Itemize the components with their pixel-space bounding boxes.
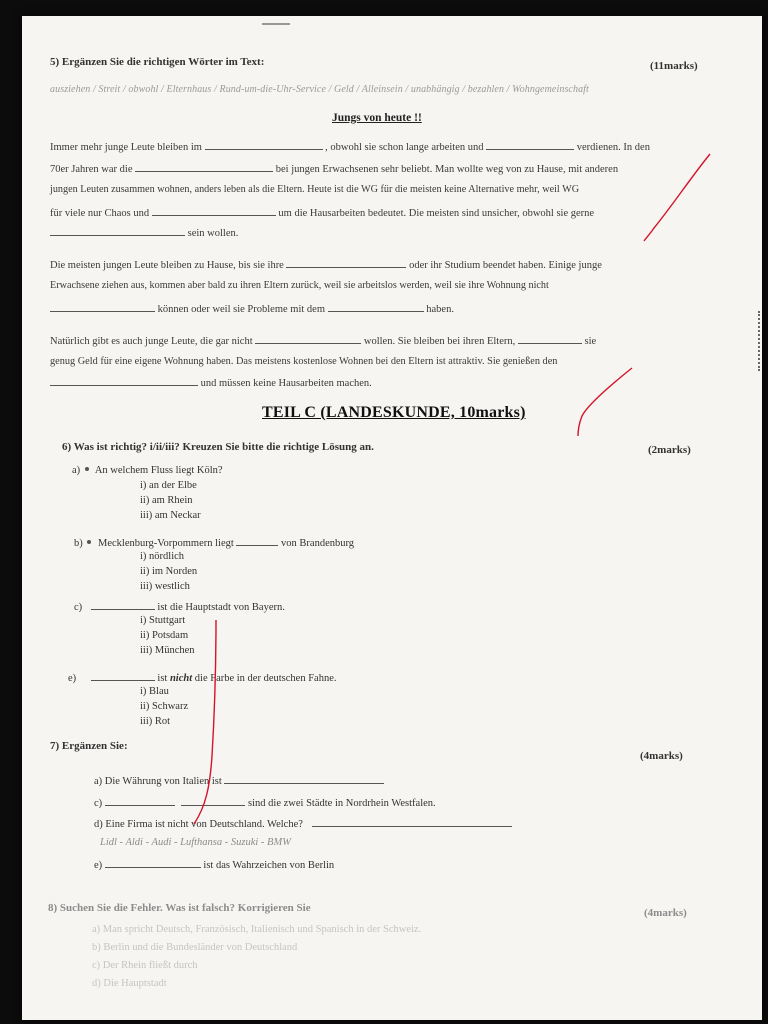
- faded-line: b) Berlin und die Bundesländer von Deutschland: [92, 942, 298, 953]
- section-7-marks: (4marks): [640, 750, 683, 762]
- fill-blank[interactable]: [50, 302, 155, 312]
- question-c: c) ist die Hauptstadt von Bayern.: [74, 602, 285, 613]
- fill-item-e: e) ist das Wahrzeichen von Berlin: [94, 860, 335, 871]
- fill-blank[interactable]: [91, 600, 155, 610]
- option[interactable]: ii) Potsdam: [140, 630, 189, 641]
- paragraph-line: jungen Leuten zusammen wohnen, anders leben als die Eltern. Heute ist die WG für die meisten keine Alternative mehr, weil WG: [50, 184, 580, 195]
- hint-line: Lidl - Aldi - Audi - Lufthansa - Suzuki - BMW: [100, 837, 291, 848]
- fill-blank[interactable]: [224, 774, 384, 784]
- fill-blank[interactable]: [105, 796, 175, 806]
- red-ink-stroke: [644, 154, 710, 241]
- bullet-icon: [87, 540, 91, 544]
- option[interactable]: i) Blau: [140, 686, 169, 697]
- fill-blank[interactable]: [255, 334, 361, 344]
- option[interactable]: iii) Rot: [140, 716, 171, 727]
- section-6-heading: 6) Was ist richtig? i/ii/iii? Kreuzen Sie bitte die richtige Lösung an.: [62, 441, 374, 453]
- fill-blank[interactable]: [50, 376, 198, 386]
- paragraph-line: Immer mehr junge Leute bleiben im , obwohl sie schon lange arbeiten und verdienen. In den: [50, 142, 650, 153]
- option[interactable]: i) Stuttgart: [140, 615, 186, 626]
- section-5-marks: (11marks): [650, 60, 698, 72]
- option[interactable]: ii) Schwarz: [140, 701, 189, 712]
- section-7-heading: 7) Ergänzen Sie:: [50, 740, 128, 752]
- red-ink-stroke: [194, 620, 216, 824]
- faded-line: a) Man spricht Deutsch, Französisch, Italienisch und Spanisch in der Schweiz.: [92, 924, 422, 935]
- option[interactable]: iii) München: [140, 645, 195, 656]
- fill-item-c: c) sind die zwei Städte in Nordrhein Westfalen.: [94, 798, 436, 809]
- bullet-icon: [85, 467, 89, 471]
- fill-blank[interactable]: [286, 258, 406, 268]
- fill-blank[interactable]: [50, 226, 185, 236]
- text-title: Jungs von heute !!: [332, 112, 422, 124]
- paragraph-line: genug Geld für eine eigene Wohnung haben. Das meistens kostenlose Wohnen bei den Eltern ist attraktiv. Sie genießen den: [50, 356, 558, 367]
- fill-blank[interactable]: [205, 140, 323, 150]
- fill-blank[interactable]: [91, 671, 155, 681]
- option[interactable]: ii) im Norden: [140, 566, 198, 577]
- question-e: e) ist nicht die Farbe in der deutschen Fahne.: [68, 673, 337, 684]
- red-ink-stroke: [578, 368, 632, 436]
- faded-line: c) Der Rhein fließt durch: [92, 960, 198, 971]
- option[interactable]: ii) am Rhein: [140, 495, 193, 506]
- fill-blank[interactable]: [312, 817, 512, 827]
- fill-blank[interactable]: [486, 140, 574, 150]
- section-6-marks: (2marks): [648, 444, 691, 456]
- word-bank: ausziehen / Streit / obwohl / Elternhaus / Rund-um-die-Uhr-Service / Geld / Alleinsein / unabhängig / bezahlen / Wohngemeinschaft: [50, 84, 589, 95]
- question-b: b) Mecklenburg-Vorpommern liegt von Brandenburg: [74, 538, 355, 549]
- page-edge-dots: [752, 311, 760, 371]
- fill-blank[interactable]: [181, 796, 245, 806]
- fill-item-d: d) Eine Firma ist nicht von Deutschland. Welche?: [94, 817, 512, 830]
- paragraph-line: Die meisten jungen Leute bleiben zu Hause, bis sie ihre oder ihr Studium beendet haben. Einige junge: [50, 260, 602, 271]
- paragraph-line: und müssen keine Hausarbeiten machen.: [50, 376, 372, 389]
- paragraph-line: können oder weil sie Probleme mit dem haben.: [50, 302, 454, 315]
- option[interactable]: i) nördlich: [140, 551, 185, 562]
- paragraph-line: für viele nur Chaos und um die Hausarbeiten bedeutet. Die meisten sind unsicher, obwohl sie gerne: [50, 208, 595, 219]
- paragraph-line: 70er Jahren war die bei jungen Erwachsenen sehr beliebt. Man wollte weg von zu Hause, mit anderen: [50, 164, 619, 175]
- option[interactable]: i) an der Elbe: [140, 480, 197, 491]
- option[interactable]: iii) am Neckar: [140, 510, 201, 521]
- fill-blank[interactable]: [105, 858, 201, 868]
- section-5-heading: 5) Ergänzen Sie die richtigen Wörter im Text:: [50, 56, 265, 68]
- faded-line: d) Die Hauptstadt: [92, 978, 167, 989]
- teil-c-title: TEIL C (LANDESKUNDE, 10marks): [262, 404, 526, 421]
- paragraph-line: Erwachsene ziehen aus, kommen aber bald zu ihren Eltern zurück, weil sie arbeitslos werden, weil sie ihre Wohnung nicht: [50, 280, 549, 291]
- fill-blank[interactable]: [152, 206, 276, 216]
- worksheet-page: [22, 16, 762, 1020]
- fill-blank[interactable]: [135, 162, 273, 172]
- section-8-marks: (4marks): [644, 907, 687, 919]
- fill-blank[interactable]: [518, 334, 582, 344]
- paragraph-line: sein wollen.: [50, 226, 238, 239]
- fill-item-a: a) Die Währung von Italien ist: [94, 774, 384, 787]
- question-a: a) An welchem Fluss liegt Köln?: [72, 465, 223, 476]
- fill-blank[interactable]: [328, 302, 424, 312]
- paragraph-line: Natürlich gibt es auch junge Leute, die gar nicht wollen. Sie bleiben bei ihren Eltern, sie: [50, 336, 597, 347]
- option[interactable]: iii) westlich: [140, 581, 190, 592]
- fill-blank[interactable]: [236, 536, 278, 546]
- section-8-heading: 8) Suchen Sie die Fehler. Was ist falsch? Korrigieren Sie: [48, 902, 311, 914]
